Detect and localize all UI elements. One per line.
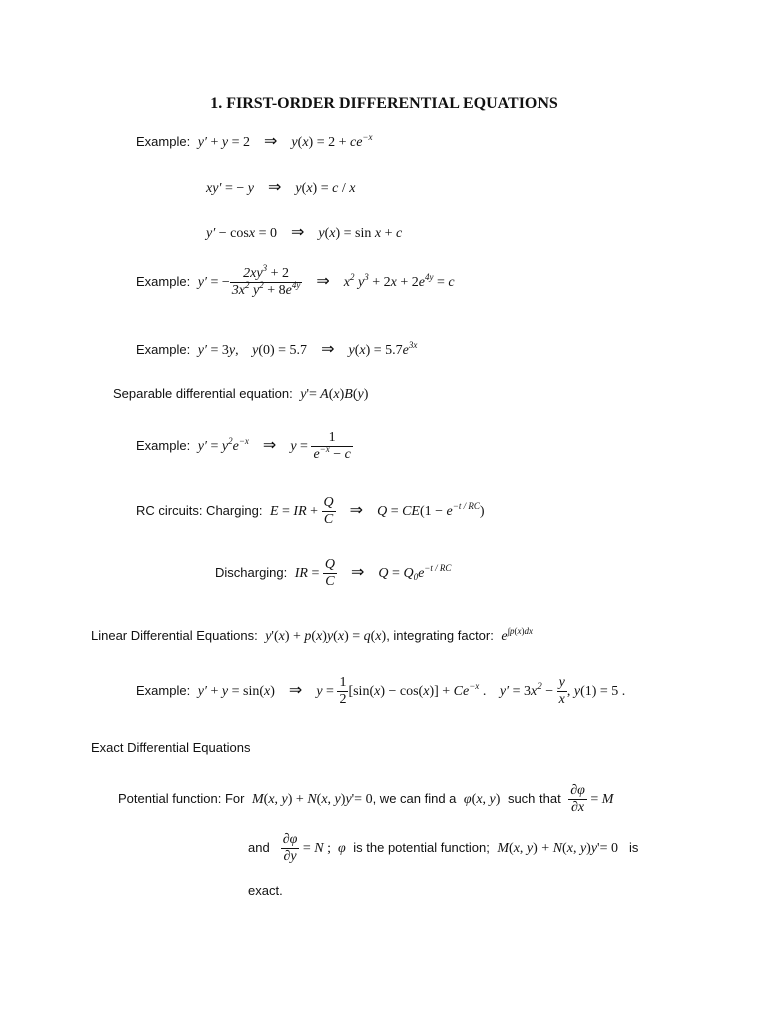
example-label: Example: bbox=[136, 682, 191, 698]
equation: $y' = y^2e^{-x}$ ⇒ y = $\frac{1}{e^{-x} - c}$ bbox=[194, 430, 351, 463]
potential-mid: , we can find a bbox=[372, 790, 457, 806]
equation: IR = $\frac{Q}{C}$ ⇒ $Q = Q_0e^{-t / RC}$ bbox=[291, 557, 452, 590]
equation: y′ + y = 2 ⇒ $y(x) = 2 + ce^{-x}$ bbox=[194, 132, 373, 150]
linear-example bbox=[136, 675, 625, 708]
and-label: and bbox=[248, 839, 270, 855]
example-2 bbox=[206, 177, 355, 197]
rc-charging bbox=[136, 495, 485, 528]
example-label: Example: bbox=[136, 342, 191, 357]
separable-label: Separable differential equation: bbox=[113, 386, 293, 401]
is-label: is bbox=[628, 839, 639, 855]
linear-line bbox=[91, 627, 533, 645]
equation: y′ + y = sin(x) ⇒ y = $\frac{1}{2}$ $[\sin(x) - \cos(x)] + Ce^{-x}$ . $y' = 3x^2$ − $\frac{y}{x}$ , y(1) = 5 . bbox=[194, 675, 626, 708]
partial-x: $\frac{\partial\varphi}{\partial x}$ = M bbox=[570, 783, 614, 816]
equation: M(x, y) + N(x, y)y'= 0 bbox=[493, 840, 618, 856]
exact-word: exact. bbox=[248, 883, 283, 898]
equation: xy′ = − y ⇒ y(x) = c / x bbox=[206, 179, 356, 196]
potential-line-2 bbox=[248, 832, 638, 865]
exact-heading: Exact Differential Equations bbox=[91, 740, 251, 755]
linear-label: Linear Differential Equations: bbox=[91, 628, 258, 643]
equation: y′ = 3y, y(0) = 5.7 ⇒ $y(x) = 5.7e^{3x}$ bbox=[194, 340, 418, 358]
example-4 bbox=[136, 263, 455, 299]
equation: y'(x) + p(x)y(x) = q(x) bbox=[261, 629, 387, 644]
example-3 bbox=[206, 222, 402, 242]
potential-such: such that bbox=[507, 790, 561, 806]
equation: y′ = − $\frac{2xy^3 + 2}{3x^2 y^2 + 8e^{4y}}$ ⇒ $x^2$ $y^3 + 2x + 2e^{4y} = c$ bbox=[194, 263, 455, 299]
phi: φ(x, y) bbox=[460, 791, 501, 807]
partial-y: $\frac{\partial\varphi}{\partial y}$ = N ; φ bbox=[282, 832, 350, 865]
integrating-factor: $e^{\int p(x)dx}$ bbox=[497, 626, 534, 644]
equation: E = IR + $\frac{Q}{C}$ ⇒ $Q = CE(1 - e^{-t / RC})$ bbox=[266, 495, 485, 528]
discharging-label: Discharging: bbox=[215, 564, 288, 580]
separable-line bbox=[113, 385, 368, 403]
potential-is: is the potential function; bbox=[353, 839, 490, 855]
rc-label: RC circuits: Charging: bbox=[136, 502, 263, 518]
potential-line-1 bbox=[118, 783, 613, 816]
example-label: Example: bbox=[136, 273, 191, 289]
example-5 bbox=[136, 339, 417, 359]
potential-intro: Potential function: For bbox=[118, 790, 245, 806]
equation: y'= A(x)B(y) bbox=[296, 387, 369, 402]
page-title: 1. FIRST-ORDER DIFFERENTIAL EQUATIONS bbox=[210, 95, 558, 112]
equation: M(x, y) + N(x, y)y'= 0 bbox=[248, 791, 373, 807]
equation: y′ − cosx = 0 ⇒ y(x) = sin x + c bbox=[206, 224, 403, 241]
rc-discharging bbox=[215, 557, 451, 590]
example-label: Example: bbox=[136, 134, 191, 149]
integrating-label: , integrating factor: bbox=[386, 628, 494, 643]
example-label: Example: bbox=[136, 437, 191, 453]
example-1 bbox=[136, 131, 373, 151]
example-6 bbox=[136, 430, 353, 463]
